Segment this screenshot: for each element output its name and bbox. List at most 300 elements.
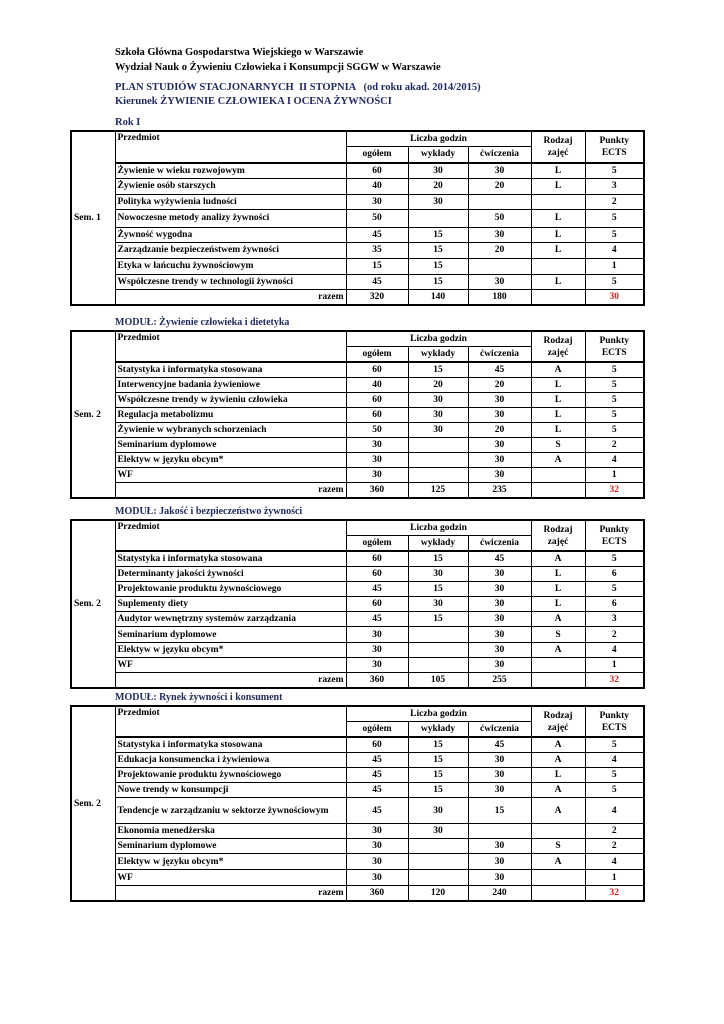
ects-points: 4 <box>585 242 644 258</box>
hours-lectures <box>408 438 468 453</box>
table-row <box>71 242 644 258</box>
hours-exercises <box>468 824 531 839</box>
subject-name: Ekonomia menedżerska <box>115 824 346 839</box>
ects-points: 5 <box>585 551 644 567</box>
hours-exercises: 20 <box>468 378 531 393</box>
class-type: L <box>531 378 585 393</box>
table-row <box>71 567 644 582</box>
year-label: Rok I <box>115 117 141 128</box>
table-row <box>71 423 644 438</box>
total-hours-header: ogółem <box>346 347 408 363</box>
ects-points: 6 <box>585 567 644 582</box>
hours-exercises: 45 <box>468 737 531 753</box>
subject-name: WF <box>115 870 346 886</box>
class-type: L <box>531 163 585 179</box>
ects-header-line2: ECTS <box>601 147 627 158</box>
total-label: razem <box>115 886 346 902</box>
class-type-header-line2: zajęć <box>547 722 569 733</box>
class-type-header <box>531 331 585 362</box>
hours-total: 30 <box>346 468 408 483</box>
hours-exercises: 30 <box>468 854 531 870</box>
ects-points: 2 <box>585 839 644 854</box>
class-type: S <box>531 438 585 453</box>
class-type <box>531 468 585 483</box>
hours-lectures <box>408 468 468 483</box>
hours-lectures: 30 <box>408 194 468 209</box>
ects-header <box>585 131 644 163</box>
table-row <box>71 824 644 839</box>
class-type: L <box>531 582 585 597</box>
ects-header-line2: ECTS <box>601 347 627 358</box>
table-row <box>71 274 644 289</box>
plan-table <box>70 705 645 902</box>
module-title: MODUŁ: Jakość i bezpieczeństwo żywności <box>115 506 303 517</box>
hours-exercises: 30 <box>468 643 531 658</box>
hours-total: 40 <box>346 178 408 194</box>
total-ects: 32 <box>585 673 644 689</box>
hours-lectures: 30 <box>408 393 468 408</box>
hours-total: 35 <box>346 242 408 258</box>
hours-total: 60 <box>346 551 408 567</box>
hours-total: 40 <box>346 378 408 393</box>
subject-name: Współczesne trendy w żywieniu człowieka <box>115 393 346 408</box>
ects-points: 6 <box>585 597 644 612</box>
hours-exercises: 30 <box>468 567 531 582</box>
hours-lectures: 30 <box>408 163 468 179</box>
semester-label: Sem. 2 <box>71 331 115 498</box>
class-type: L <box>531 274 585 289</box>
document-header <box>115 45 441 75</box>
hours-lectures: 15 <box>408 783 468 798</box>
hours-total: 30 <box>346 643 408 658</box>
table-row <box>71 209 644 227</box>
class-type: A <box>531 643 585 658</box>
hours-lectures: 15 <box>408 258 468 274</box>
subject-name: Współczesne trendy w technologii żywności <box>115 274 346 289</box>
exercise-hours-header: ćwiczenia <box>468 722 531 738</box>
class-type: L <box>531 408 585 423</box>
hours-exercises: 30 <box>468 658 531 673</box>
hours-exercises: 30 <box>468 393 531 408</box>
hours-total: 30 <box>346 839 408 854</box>
total-row <box>71 886 644 902</box>
hours-total: 30 <box>346 824 408 839</box>
total-ects: 32 <box>585 483 644 499</box>
class-type-header-line1: Rodzaj <box>543 135 573 146</box>
hours-total: 45 <box>346 582 408 597</box>
hours-total: 45 <box>346 783 408 798</box>
semester-label: Sem. 1 <box>71 131 115 305</box>
lecture-hours-header: wykłady <box>408 536 468 552</box>
ects-points: 5 <box>585 393 644 408</box>
hours-lectures: 15 <box>408 551 468 567</box>
class-type <box>531 824 585 839</box>
class-type-header <box>531 131 585 163</box>
hours-lectures: 15 <box>408 227 468 242</box>
subject-name: Tendencje w zarządzaniu w sektorze żywnościowym <box>115 798 346 824</box>
table-row <box>71 408 644 423</box>
ects-header-line1: Punkty <box>599 710 630 721</box>
subject-name: Elektyw w języku obcym* <box>115 854 346 870</box>
header-row <box>71 131 644 147</box>
total-hours: 360 <box>346 673 408 689</box>
subject-name: Elektyw w języku obcym* <box>115 643 346 658</box>
ects-points: 5 <box>585 209 644 227</box>
kierunek-title: Kierunek ŻYWIENIE CZŁOWIEKA I OCENA ŻYWNOŚCI <box>115 96 392 107</box>
subject-name: WF <box>115 468 346 483</box>
ects-points: 1 <box>585 658 644 673</box>
class-type: L <box>531 597 585 612</box>
class-type: L <box>531 227 585 242</box>
hours-exercises <box>468 194 531 209</box>
subject-name: Etyka w łańcuchu żywnościowym <box>115 258 346 274</box>
ects-points: 3 <box>585 612 644 627</box>
total-exercises: 255 <box>468 673 531 689</box>
module-title: MODUŁ: Rynek żywności i konsument <box>115 692 283 703</box>
exercise-hours-header: ćwiczenia <box>468 536 531 552</box>
hours-lectures: 15 <box>408 582 468 597</box>
subject-name: Suplementy diety <box>115 597 346 612</box>
ects-points: 5 <box>585 227 644 242</box>
hours-lectures: 15 <box>408 612 468 627</box>
ects-points: 2 <box>585 438 644 453</box>
ects-points: 1 <box>585 258 644 274</box>
hours-total: 45 <box>346 274 408 289</box>
hours-lectures <box>408 453 468 468</box>
ects-points: 2 <box>585 194 644 209</box>
exercise-hours-header: ćwiczenia <box>468 147 531 163</box>
class-type-header <box>531 706 585 737</box>
lecture-hours-header: wykłady <box>408 147 468 163</box>
total-class-type <box>531 289 585 305</box>
hours-lectures <box>408 839 468 854</box>
table-row <box>71 453 644 468</box>
class-type: S <box>531 839 585 854</box>
ects-points: 5 <box>585 783 644 798</box>
hours-lectures: 15 <box>408 737 468 753</box>
subject-name: Żywienie osób starszych <box>115 178 346 194</box>
hours-total: 45 <box>346 612 408 627</box>
subject-name: Projektowanie produktu żywnościowego <box>115 582 346 597</box>
hours-lectures: 20 <box>408 378 468 393</box>
subject-name: Nowe trendy w konsumpcji <box>115 783 346 798</box>
hours-lectures: 30 <box>408 567 468 582</box>
total-hours: 360 <box>346 483 408 499</box>
hours-total: 30 <box>346 453 408 468</box>
plan-heading <box>115 81 481 109</box>
hours-header: Liczba godzin <box>346 331 531 347</box>
ects-header <box>585 331 644 362</box>
total-hours: 360 <box>346 886 408 902</box>
ects-points: 5 <box>585 362 644 378</box>
hours-lectures: 15 <box>408 362 468 378</box>
table-row <box>71 627 644 643</box>
hours-total: 60 <box>346 567 408 582</box>
subject-name: Seminarium dyplomowe <box>115 627 346 643</box>
semester-label: Sem. 2 <box>71 520 115 688</box>
hours-exercises: 30 <box>468 597 531 612</box>
hours-total: 60 <box>346 737 408 753</box>
subject-name: Projektowanie produktu żywnościowego <box>115 768 346 783</box>
ects-points: 5 <box>585 768 644 783</box>
hours-total: 30 <box>346 658 408 673</box>
class-type: L <box>531 178 585 194</box>
ects-points: 5 <box>585 423 644 438</box>
hours-header: Liczba godzin <box>346 131 531 147</box>
ects-points: 4 <box>585 753 644 768</box>
ects-points: 4 <box>585 798 644 824</box>
subject-header: Przedmiot <box>115 131 346 163</box>
hours-exercises: 20 <box>468 423 531 438</box>
hours-exercises: 30 <box>468 768 531 783</box>
table-row <box>71 551 644 567</box>
hours-total: 60 <box>346 362 408 378</box>
table-row <box>71 258 644 274</box>
hours-total: 60 <box>346 597 408 612</box>
hours-total: 45 <box>346 768 408 783</box>
hours-total: 45 <box>346 227 408 242</box>
subject-name: Statystyka i informatyka stosowana <box>115 551 346 567</box>
hours-header: Liczba godzin <box>346 706 531 722</box>
hours-exercises: 45 <box>468 362 531 378</box>
class-type-header-line2: zajęć <box>547 347 569 358</box>
plan-title: PLAN STUDIÓW STACJONARNYCH II STOPNIA (od roku akad. 2014/2015) <box>115 82 481 93</box>
ects-points: 2 <box>585 824 644 839</box>
ects-header-line1: Punkty <box>599 135 630 146</box>
hours-exercises: 45 <box>468 551 531 567</box>
hours-lectures: 30 <box>408 597 468 612</box>
class-type: L <box>531 242 585 258</box>
subject-name: Audytor wewnętrzny systemów zarządzania <box>115 612 346 627</box>
hours-exercises: 30 <box>468 753 531 768</box>
table-row <box>71 597 644 612</box>
hours-lectures: 30 <box>408 824 468 839</box>
faculty-name: Wydział Nauk o Żywieniu Człowieka i Konsumpcji SGGW w Warszawie <box>115 62 441 73</box>
plan-table <box>70 130 645 306</box>
total-label: razem <box>115 673 346 689</box>
class-type: A <box>531 362 585 378</box>
hours-exercises: 20 <box>468 178 531 194</box>
hours-lectures: 15 <box>408 242 468 258</box>
ects-header-line2: ECTS <box>601 536 627 547</box>
subject-name: Zarządzanie bezpieczeństwem żywności <box>115 242 346 258</box>
hours-total: 30 <box>346 194 408 209</box>
ects-header-line1: Punkty <box>599 524 630 535</box>
class-type: L <box>531 768 585 783</box>
subject-name: Seminarium dyplomowe <box>115 438 346 453</box>
ects-points: 5 <box>585 378 644 393</box>
total-lectures: 105 <box>408 673 468 689</box>
class-type: S <box>531 627 585 643</box>
total-ects: 32 <box>585 886 644 902</box>
table-row <box>71 582 644 597</box>
total-exercises: 240 <box>468 886 531 902</box>
hours-exercises: 30 <box>468 582 531 597</box>
table-row <box>71 839 644 854</box>
class-type: L <box>531 393 585 408</box>
hours-exercises: 50 <box>468 209 531 227</box>
class-type <box>531 194 585 209</box>
class-type: A <box>531 798 585 824</box>
total-hours-header: ogółem <box>346 536 408 552</box>
lecture-hours-header: wykłady <box>408 347 468 363</box>
university-name: Szkoła Główna Gospodarstwa Wiejskiego w Warszawie <box>115 47 364 58</box>
ects-points: 3 <box>585 178 644 194</box>
table-row <box>71 753 644 768</box>
class-type: A <box>531 854 585 870</box>
hours-total: 60 <box>346 408 408 423</box>
hours-lectures <box>408 643 468 658</box>
total-lectures: 140 <box>408 289 468 305</box>
total-row <box>71 483 644 499</box>
total-lectures: 125 <box>408 483 468 499</box>
hours-lectures: 15 <box>408 768 468 783</box>
table-row <box>71 783 644 798</box>
table-row <box>71 227 644 242</box>
hours-lectures: 20 <box>408 178 468 194</box>
lecture-hours-header: wykłady <box>408 722 468 738</box>
hours-lectures: 15 <box>408 274 468 289</box>
ects-points: 5 <box>585 408 644 423</box>
total-hours-header: ogółem <box>346 147 408 163</box>
ects-header-line1: Punkty <box>599 335 630 346</box>
hours-exercises: 15 <box>468 798 531 824</box>
total-hours: 320 <box>346 289 408 305</box>
hours-total: 50 <box>346 209 408 227</box>
hours-exercises: 30 <box>468 870 531 886</box>
total-row <box>71 673 644 689</box>
hours-exercises: 30 <box>468 274 531 289</box>
hours-total: 45 <box>346 753 408 768</box>
ects-points: 5 <box>585 274 644 289</box>
total-class-type <box>531 673 585 689</box>
exercise-hours-header: ćwiczenia <box>468 347 531 363</box>
total-ects: 30 <box>585 289 644 305</box>
ects-points: 2 <box>585 627 644 643</box>
ects-points: 5 <box>585 737 644 753</box>
hours-lectures: 30 <box>408 423 468 438</box>
total-label: razem <box>115 289 346 305</box>
class-type-header-line1: Rodzaj <box>543 524 573 535</box>
table-row <box>71 658 644 673</box>
total-label: razem <box>115 483 346 499</box>
table-row <box>71 768 644 783</box>
header-row <box>71 520 644 536</box>
hours-exercises: 30 <box>468 408 531 423</box>
hours-exercises: 30 <box>468 839 531 854</box>
hours-exercises: 30 <box>468 438 531 453</box>
plan-table <box>70 330 645 499</box>
hours-total: 45 <box>346 798 408 824</box>
table-row <box>71 438 644 453</box>
header-row <box>71 331 644 347</box>
ects-header <box>585 520 644 551</box>
subject-name: WF <box>115 658 346 673</box>
subject-name: Żywienie w wieku rozwojowym <box>115 163 346 179</box>
class-type <box>531 870 585 886</box>
total-class-type <box>531 886 585 902</box>
hours-lectures <box>408 209 468 227</box>
hours-lectures: 30 <box>408 408 468 423</box>
table-row <box>71 163 644 179</box>
table-row <box>71 870 644 886</box>
hours-exercises: 30 <box>468 227 531 242</box>
hours-lectures <box>408 658 468 673</box>
class-type: A <box>531 737 585 753</box>
hours-lectures <box>408 854 468 870</box>
ects-header <box>585 706 644 737</box>
ects-header-line2: ECTS <box>601 722 627 733</box>
total-lectures: 120 <box>408 886 468 902</box>
class-type: L <box>531 209 585 227</box>
subject-header: Przedmiot <box>115 331 346 362</box>
ects-points: 4 <box>585 854 644 870</box>
total-exercises: 180 <box>468 289 531 305</box>
table-row <box>71 362 644 378</box>
hours-exercises: 30 <box>468 163 531 179</box>
subject-name: Edukacja konsumencka i żywieniowa <box>115 753 346 768</box>
subject-name: Statystyka i informatyka stosowana <box>115 362 346 378</box>
hours-total: 30 <box>346 438 408 453</box>
hours-total: 30 <box>346 854 408 870</box>
table-row <box>71 737 644 753</box>
class-type <box>531 258 585 274</box>
table-row <box>71 393 644 408</box>
class-type: L <box>531 423 585 438</box>
subject-header: Przedmiot <box>115 520 346 551</box>
class-type-header-line1: Rodzaj <box>543 335 573 346</box>
subject-name: Statystyka i informatyka stosowana <box>115 737 346 753</box>
subject-name: Żywienie w wybranych schorzeniach <box>115 423 346 438</box>
ects-points: 1 <box>585 870 644 886</box>
hours-header: Liczba godzin <box>346 520 531 536</box>
class-type: A <box>531 551 585 567</box>
ects-points: 1 <box>585 468 644 483</box>
hours-total: 50 <box>346 423 408 438</box>
total-hours-header: ogółem <box>346 722 408 738</box>
class-type-header-line2: zajęć <box>547 147 569 158</box>
subject-name: Elektyw w języku obcym* <box>115 453 346 468</box>
hours-exercises <box>468 258 531 274</box>
subject-name: Seminarium dyplomowe <box>115 839 346 854</box>
hours-exercises: 20 <box>468 242 531 258</box>
hours-total: 60 <box>346 163 408 179</box>
class-type-header <box>531 520 585 551</box>
ects-points: 4 <box>585 643 644 658</box>
class-type: L <box>531 567 585 582</box>
subject-name: Interwencyjne badania żywieniowe <box>115 378 346 393</box>
class-type: A <box>531 783 585 798</box>
total-row <box>71 289 644 305</box>
plan-table <box>70 519 645 689</box>
hours-total: 30 <box>346 627 408 643</box>
subject-header: Przedmiot <box>115 706 346 737</box>
hours-lectures <box>408 627 468 643</box>
ects-points: 5 <box>585 582 644 597</box>
subject-name: Determinanty jakości żywności <box>115 567 346 582</box>
hours-lectures: 30 <box>408 798 468 824</box>
hours-lectures <box>408 870 468 886</box>
subject-name: Regulacja metabolizmu <box>115 408 346 423</box>
hours-exercises: 30 <box>468 627 531 643</box>
table-row <box>71 468 644 483</box>
table-row <box>71 854 644 870</box>
header-row <box>71 706 644 722</box>
class-type: A <box>531 612 585 627</box>
table-row <box>71 178 644 194</box>
semester-label: Sem. 2 <box>71 706 115 901</box>
table-row <box>71 612 644 627</box>
